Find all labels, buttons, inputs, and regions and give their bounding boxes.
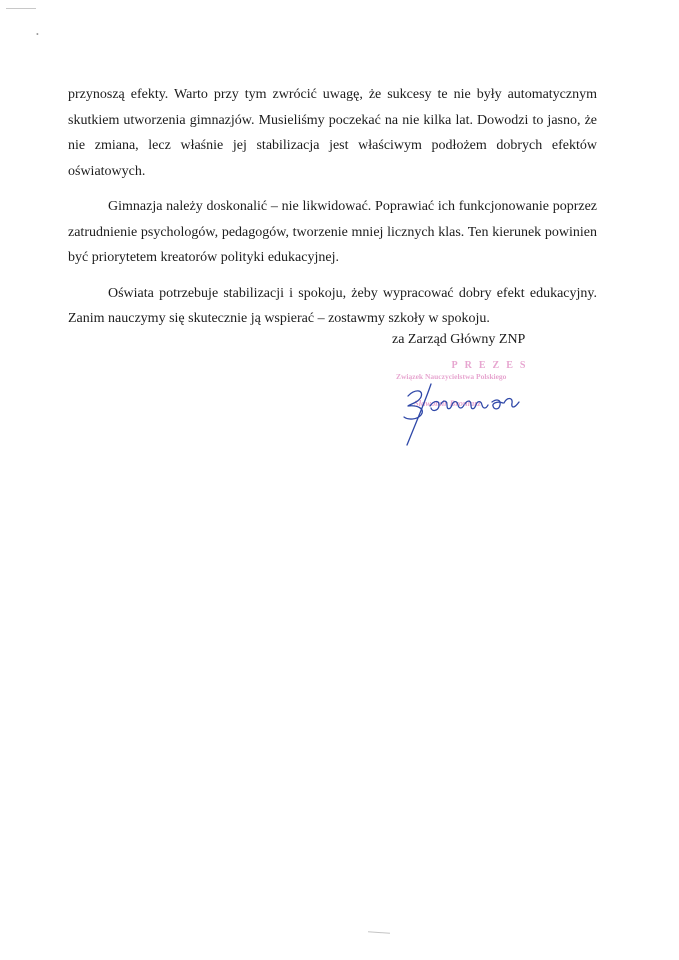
paragraph: przynoszą efekty. Warto przy tym zwrócić uwagę, że sukcesy te nie były automatycznym skutkiem utworzenia gimnazjów. Musieliśmy poczekać na nie kilka lat. Dowodzi to jasno, że nie zmiana, lecz właśnie jej stabilizacja jest właściwym podłożem dobrych efektów oświatowych. <box>68 87 597 179</box>
scan-mark <box>368 931 390 934</box>
stamp-organization: Związek Nauczycielstwa Polskiego <box>396 372 507 381</box>
scan-dot: • <box>36 30 39 39</box>
body-text <box>68 82 597 342</box>
stamp-title: PREZES <box>451 360 533 371</box>
paragraph: Gimnazja należy doskonalić – nie likwidować. Poprawiać ich funkcjonowanie poprzez zatrudnienie psychologów, pedagogów, tworzenie mniej licznych klas. Ten kierunek powinien być priorytetem kreatorów polityki edukacyjnej. <box>68 199 597 265</box>
scan-mark <box>6 8 36 9</box>
paragraph: Oświata potrzebuje stabilizacji i spokoju, żeby wypracować dobry efekt edukacyjny. Zanim nauczymy się skutecznie ją wspierać – zostawmy szkoły w spokoju. <box>68 285 597 326</box>
stamp-name: Sławomir Broniarz <box>414 398 481 408</box>
handwritten-signature <box>370 375 550 450</box>
signoff: za Zarząd Główny ZNP <box>392 332 526 347</box>
